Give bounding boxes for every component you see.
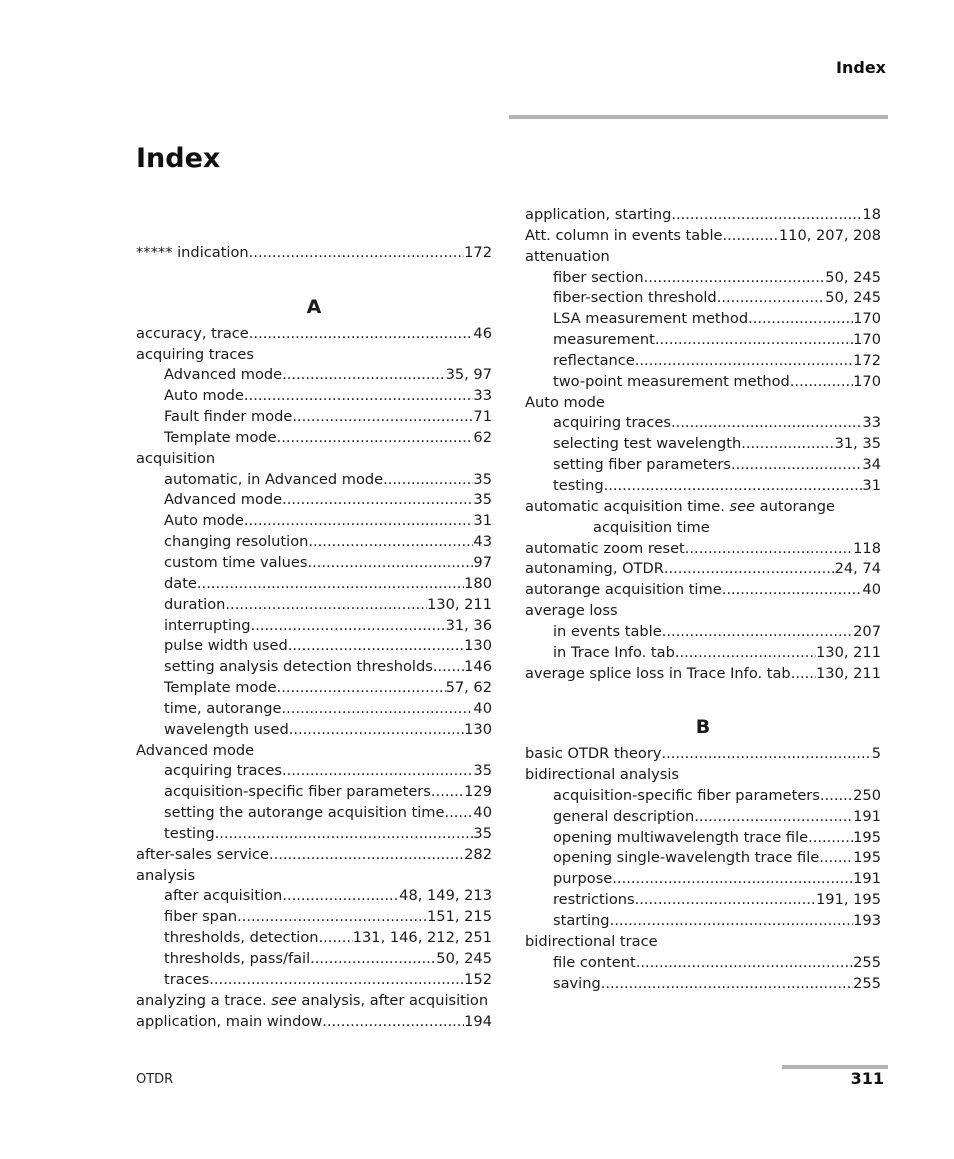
entry-page-numbers: 33 [862, 414, 881, 432]
leader-dots [237, 907, 427, 928]
leader-dots [635, 351, 853, 372]
entry-page-numbers: 43 [473, 533, 492, 551]
index-subentry [525, 622, 881, 643]
entry-term: setting analysis detection thresholds [164, 658, 433, 676]
entry-page-numbers: 50, 245 [825, 268, 881, 286]
index-column-right [525, 205, 881, 994]
entry-term: Advanced mode [164, 491, 283, 509]
entry-term: fiber section [553, 268, 644, 286]
leader-dots [251, 616, 446, 637]
leader-dots [383, 470, 473, 491]
leader-dots [664, 559, 835, 580]
page-number: 311 [850, 1069, 884, 1088]
entry-page-numbers: 33 [473, 387, 492, 405]
entry-page-numbers: 131, 146, 212, 251 [352, 929, 492, 947]
entry-page-numbers: 31 [862, 476, 881, 494]
entry-term: Advanced mode [164, 366, 283, 384]
entry-page-numbers: 31, 35 [834, 435, 881, 453]
leader-dots [717, 288, 826, 309]
index-subentry [136, 761, 492, 782]
entry-page-numbers: 48, 149, 213 [399, 887, 492, 905]
leader-dots [249, 324, 474, 345]
index-subentry [525, 372, 881, 393]
index-subentry [525, 309, 881, 330]
index-entry [525, 539, 881, 560]
index-entry [525, 205, 881, 226]
index-entry [136, 324, 492, 345]
index-subentry [136, 803, 492, 824]
entry-page-numbers: 130, 211 [816, 643, 881, 661]
leader-dots [636, 953, 853, 974]
entry-term: testing [164, 824, 215, 842]
entry-term: acquiring traces [136, 345, 255, 363]
index-subentry [136, 365, 492, 386]
entry-page-numbers: 255 [853, 974, 881, 992]
entry-term: bidirectional analysis [525, 766, 679, 784]
index-entry [136, 243, 492, 264]
index-entry [136, 866, 492, 887]
index-subentry [136, 824, 492, 845]
entry-page-numbers: 40 [473, 804, 492, 822]
leader-dots [635, 890, 816, 911]
entry-page-numbers: 35 [473, 491, 492, 509]
entry-term: changing resolution [164, 533, 309, 551]
leader-dots [282, 699, 474, 720]
entry-term: Att. column in events table [525, 226, 723, 244]
leader-dots [282, 761, 473, 782]
leader-dots [655, 330, 853, 351]
entry-term: setting fiber parameters [553, 456, 731, 474]
entry-page-numbers: 146 [464, 658, 492, 676]
entry-term: in Trace Info. tab [553, 643, 675, 661]
leader-dots [694, 807, 853, 828]
leader-dots [445, 803, 474, 824]
entry-term: autorange acquisition time [525, 581, 722, 599]
leader-dots [292, 407, 473, 428]
entry-page-numbers: 130 [464, 720, 492, 738]
entry-term: bidirectional trace [525, 932, 658, 950]
leader-dots [722, 580, 863, 601]
entry-page-numbers: 194 [464, 1012, 492, 1030]
index-entry [525, 226, 881, 247]
index-entry [525, 580, 881, 601]
leader-dots [225, 595, 427, 616]
entry-page-numbers: 151, 215 [427, 908, 492, 926]
entry-term: duration [164, 595, 226, 613]
leader-dots [819, 848, 853, 869]
entry-term: measurement [553, 331, 655, 349]
entry-term: acquisition time [593, 518, 710, 536]
index-entry [136, 991, 492, 1012]
index-subentry [136, 553, 492, 574]
index-entry [525, 247, 881, 268]
entry-page-numbers: 24, 74 [834, 560, 881, 578]
leader-dots [277, 428, 474, 449]
index-subentry [525, 455, 881, 476]
leader-dots [723, 226, 779, 247]
entry-page-numbers: 129 [464, 783, 492, 801]
leader-dots [310, 949, 436, 970]
index-subentry [525, 434, 881, 455]
entry-term: basic OTDR theory [525, 745, 662, 763]
leader-dots [288, 636, 464, 657]
entry-page-numbers: 50, 245 [436, 950, 492, 967]
index-subentry [136, 490, 492, 511]
index-entry [136, 845, 492, 866]
index-entry [525, 393, 881, 414]
index-subentry [525, 848, 881, 869]
entry-term: restrictions [553, 891, 635, 909]
entry-page-numbers: 250 [853, 786, 881, 804]
see-reference: see [729, 497, 756, 515]
entry-page-numbers: 172 [464, 244, 492, 261]
entry-page-numbers: 170 [853, 372, 881, 390]
entry-page-numbers: 31, 36 [445, 616, 492, 634]
entry-page-numbers: 130 [464, 637, 492, 655]
index-subentry [525, 786, 881, 807]
entry-term: testing [553, 476, 604, 494]
entry-term: thresholds, pass/fail [164, 950, 311, 967]
entry-page-numbers: 46 [473, 324, 492, 342]
entry-term: file content [553, 953, 636, 971]
index-subentry [136, 949, 492, 970]
index-entry [525, 559, 881, 580]
leader-dots [244, 386, 474, 407]
index-entry [525, 744, 881, 765]
entry-term: opening multiwavelength trace file [553, 828, 809, 846]
index-entry [136, 1012, 492, 1033]
leader-dots [741, 434, 834, 455]
index-entry [525, 932, 881, 953]
entry-page-numbers: 282 [464, 845, 492, 863]
entry-term: interrupting [164, 616, 251, 634]
entry-term: after-sales service [136, 845, 269, 863]
index-letter-heading: B [695, 716, 711, 739]
leader-dots [289, 720, 464, 741]
leader-dots [282, 490, 473, 511]
entry-term: Advanced mode [136, 741, 255, 759]
index-subentry [136, 407, 492, 428]
entry-term: traces [164, 970, 210, 988]
entry-term: in events table [553, 622, 662, 640]
entry-term: autonaming, OTDR [525, 560, 664, 578]
index-subentry [525, 643, 881, 664]
leader-dots [671, 205, 862, 226]
leader-dots [791, 664, 816, 685]
entry-page-numbers: 35 [473, 470, 492, 488]
entry-term: opening single-wavelength trace file [553, 849, 820, 867]
entry-page-numbers: 180 [464, 574, 492, 592]
entry-term: fiber-section threshold [553, 289, 717, 307]
index-subentry [136, 511, 492, 532]
leader-dots [209, 970, 464, 991]
entry-page-numbers: 152 [464, 970, 492, 988]
entry-page-numbers: 18 [862, 206, 881, 223]
entry-page-numbers: 34 [862, 456, 881, 474]
leader-dots [308, 532, 473, 553]
leader-dots [269, 845, 464, 866]
index-entry [525, 765, 881, 786]
entry-term: acquisition-specific fiber parameters [553, 786, 820, 804]
entry-page-numbers: 195 [853, 828, 881, 846]
entry-page-numbers: 5 [871, 745, 881, 763]
entry-term: acquisition [136, 449, 216, 467]
entry-term: acquiring traces [553, 414, 672, 432]
entry-term: pulse width used [164, 637, 288, 655]
index-subentry [136, 386, 492, 407]
page-title: Index [136, 143, 221, 174]
entry-page-numbers: 35 [473, 824, 492, 842]
entry-page-numbers: 35 [473, 762, 492, 780]
running-head: Index [836, 58, 886, 77]
index-subentry [136, 699, 492, 720]
leader-dots [612, 869, 853, 890]
leader-dots [685, 539, 853, 560]
entry-term: general description [553, 807, 695, 825]
leader-dots [431, 782, 464, 803]
index-entry [136, 741, 492, 762]
leader-dots [808, 828, 853, 849]
entry-term: acquiring traces [164, 762, 283, 780]
entry-term: accuracy, trace [136, 324, 249, 342]
entry-term: purpose [553, 870, 613, 888]
leader-dots [322, 1012, 464, 1033]
index-subentry [525, 351, 881, 372]
entry-term: time, autorange [164, 699, 282, 717]
leader-dots [215, 824, 474, 845]
index-subentry [136, 970, 492, 991]
index-subentry [136, 532, 492, 553]
index-subentry [136, 470, 492, 491]
entry-page-numbers: 62 [473, 428, 492, 446]
entry-term: date [164, 574, 197, 592]
entry-term: LSA measurement method [553, 310, 749, 328]
leader-dots [601, 974, 853, 995]
entry-page-numbers: 130, 211 [427, 595, 492, 613]
entry-term: custom time values [164, 553, 308, 571]
entry-term: thresholds, detection [164, 929, 319, 947]
header-rule [509, 115, 888, 119]
leader-dots [790, 372, 853, 393]
leader-dots [282, 886, 399, 907]
entry-page-numbers: 130, 211 [816, 664, 881, 682]
entry-term: analyzing a trace. see analysis, after acquisition [136, 991, 489, 1009]
entry-term: acquisition-specific fiber parameters [164, 783, 431, 801]
entry-term: attenuation [525, 247, 610, 265]
entry-term: average loss [525, 602, 618, 620]
index-subentry [136, 657, 492, 678]
index-subentry [525, 288, 881, 309]
entry-page-numbers: 31 [473, 512, 492, 530]
index-subentry [136, 782, 492, 803]
leader-dots [319, 928, 353, 949]
entry-page-numbers: 170 [853, 310, 881, 328]
entry-page-numbers: 255 [853, 953, 881, 971]
entry-term: after acquisition [164, 887, 283, 905]
index-subentry [525, 268, 881, 289]
index-subentry [136, 636, 492, 657]
entry-page-numbers: 172 [853, 351, 881, 369]
entry-term: wavelength used [164, 720, 289, 738]
entry-page-numbers: 57, 62 [445, 679, 492, 697]
index-subentry [136, 886, 492, 907]
entry-term: Template mode [164, 428, 277, 446]
leader-dots [277, 678, 446, 699]
entry-page-numbers: 207 [853, 622, 881, 640]
entry-term: automatic acquisition time. see autorange [525, 497, 835, 515]
entry-page-numbers: 195 [853, 849, 881, 867]
entry-page-numbers: 118 [853, 539, 881, 557]
entry-page-numbers: 191 [853, 807, 881, 825]
leader-dots [662, 622, 853, 643]
index-subentry [525, 974, 881, 995]
leader-dots [675, 643, 816, 664]
index-subentry [525, 911, 881, 932]
entry-page-numbers: 40 [862, 581, 881, 599]
spacer [525, 684, 881, 705]
leader-dots [748, 309, 853, 330]
leader-dots [307, 553, 473, 574]
footer-product-name: OTDR [136, 1072, 174, 1087]
entry-page-numbers: 50, 245 [825, 289, 881, 307]
index-subentry [136, 720, 492, 741]
entry-term: Fault finder mode [164, 408, 293, 426]
leader-dots [244, 511, 474, 532]
index-subentry [136, 907, 492, 928]
index-subentry [525, 869, 881, 890]
entry-term: reflectance [553, 351, 635, 369]
leader-dots [820, 786, 853, 807]
index-subentry [136, 678, 492, 699]
index-letter-heading: A [306, 295, 322, 318]
index-subentry [525, 476, 881, 497]
index-subentry [136, 595, 492, 616]
index-entry [136, 449, 492, 470]
index-subentry [525, 518, 881, 539]
entry-term: setting the autorange acquisition time [164, 804, 445, 822]
index-subentry [525, 807, 881, 828]
entry-term: automatic, in Advanced mode [164, 470, 384, 488]
leader-dots [610, 911, 854, 932]
index-entry [525, 664, 881, 685]
leader-dots [671, 413, 862, 434]
see-reference: see [271, 991, 297, 1009]
leader-dots [433, 657, 464, 678]
entry-term: selecting test wavelength [553, 435, 742, 453]
index-subentry [136, 616, 492, 637]
entry-term: Template mode [164, 679, 277, 697]
entry-term: Auto mode [164, 387, 244, 405]
entry-page-numbers: 35, 97 [445, 366, 492, 384]
entry-term: average splice loss in Trace Info. tab [525, 664, 791, 682]
index-subentry [136, 428, 492, 449]
index-entry [525, 497, 881, 518]
entry-term: ***** indication [136, 244, 249, 261]
leader-dots [249, 243, 464, 264]
index-subentry [525, 890, 881, 911]
entry-term: fiber span [164, 908, 238, 926]
entry-page-numbers: 191, 195 [816, 891, 881, 909]
entry-term: application, starting [525, 206, 672, 223]
index-subentry [525, 413, 881, 434]
index-subentry [525, 953, 881, 974]
entry-term: saving [553, 974, 601, 992]
entry-page-numbers: 71 [473, 408, 492, 426]
entry-term: Auto mode [525, 393, 605, 411]
leader-dots [282, 365, 445, 386]
leader-dots [644, 268, 826, 289]
entry-page-numbers: 97 [473, 553, 492, 571]
entry-term: starting [553, 912, 610, 929]
spacer [136, 264, 492, 285]
entry-page-numbers: 170 [853, 331, 881, 349]
leader-dots [661, 744, 871, 765]
entry-term: analysis [136, 866, 196, 884]
index-subentry [525, 330, 881, 351]
index-subentry [136, 928, 492, 949]
entry-page-numbers: 191 [853, 870, 881, 888]
leader-dots [197, 574, 464, 595]
entry-page-numbers: 193 [853, 912, 881, 929]
index-subentry [136, 574, 492, 595]
index-entry [136, 345, 492, 366]
index-entry [525, 601, 881, 622]
entry-page-numbers: 110, 207, 208 [778, 226, 881, 244]
index-subentry [525, 828, 881, 849]
entry-term: two-point measurement method [553, 372, 790, 390]
entry-page-numbers: 40 [473, 699, 492, 717]
leader-dots [604, 476, 863, 497]
index-column-left [136, 243, 492, 1032]
leader-dots [731, 455, 862, 476]
entry-term: application, main window [136, 1012, 323, 1030]
entry-term: Auto mode [164, 512, 244, 530]
entry-term: automatic zoom reset [525, 539, 685, 557]
